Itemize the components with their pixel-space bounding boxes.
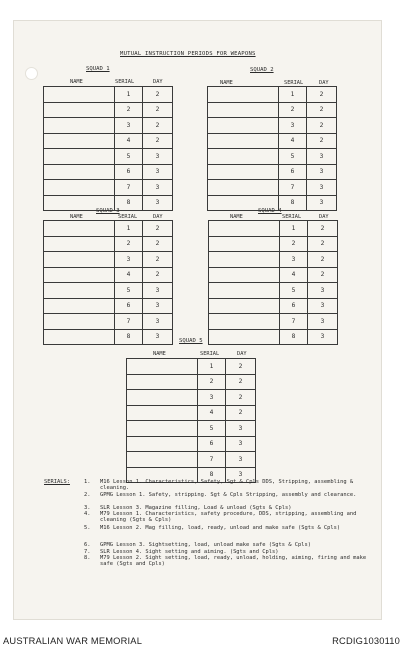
serial-cell: 5 (115, 149, 143, 165)
day-cell: 3 (226, 452, 256, 468)
serial-cell: 2 (115, 236, 143, 252)
col-header-serial: SERIAL (200, 351, 220, 357)
day-cell: 2 (143, 87, 173, 103)
serial-cell: 5 (198, 421, 226, 437)
col-header-name: NAME (220, 80, 233, 86)
serial-cell: 7 (198, 452, 226, 468)
name-cell (127, 405, 198, 421)
table-row (44, 180, 173, 196)
name-cell (44, 298, 115, 314)
name-cell (44, 102, 115, 118)
serial-cell: 1 (279, 87, 307, 103)
serial-cell: 4 (115, 133, 143, 149)
day-cell: 2 (226, 359, 256, 375)
serial-cell: 1 (115, 221, 143, 237)
table-row (127, 452, 256, 468)
serial-number: 2. (84, 492, 91, 498)
day-cell: 3 (143, 180, 173, 196)
day-cell: 2 (226, 374, 256, 390)
serial-description: GPMG Lesson 1. Safety, stripping. Sgt & Cpls Stripping, assembly and clearance. (100, 492, 357, 498)
serial-description: GPMG Lesson 3. Sightsetting, load, unload make safe (Sgts & Cpls) (100, 542, 311, 548)
squad-title: SQUAD 5 (179, 338, 203, 344)
serial-cell: 7 (280, 314, 308, 330)
name-cell (209, 267, 280, 283)
name-cell (127, 452, 198, 468)
name-cell (44, 314, 115, 330)
name-cell (44, 87, 115, 103)
table-row (44, 118, 173, 134)
serial-cell: 2 (280, 236, 308, 252)
serial-cell: 6 (115, 164, 143, 180)
day-cell: 3 (226, 436, 256, 452)
name-cell (44, 221, 115, 237)
col-header-serial: SERIAL (284, 80, 304, 86)
col-header-name: NAME (230, 214, 243, 220)
col-header-name: NAME (70, 79, 83, 85)
table-row (44, 102, 173, 118)
day-cell: 3 (226, 467, 256, 483)
document-title: MUTUAL INSTRUCTION PERIODS FOR WEAPONS (120, 51, 256, 57)
col-header-day: DAY (319, 80, 329, 86)
name-cell (127, 374, 198, 390)
table-row (127, 436, 256, 452)
table-row (44, 236, 173, 252)
table-row (209, 314, 338, 330)
day-cell: 3 (307, 180, 337, 196)
table-row (208, 149, 337, 165)
serial-cell: 5 (280, 283, 308, 299)
day-cell: 2 (307, 102, 337, 118)
table-row (209, 329, 338, 345)
name-cell (44, 133, 115, 149)
serial-number: 8. (84, 555, 91, 561)
squad-title: SQUAD 3 (96, 208, 120, 214)
col-header-day: DAY (237, 351, 247, 357)
table-row (208, 102, 337, 118)
serial-cell: 6 (198, 436, 226, 452)
day-cell: 3 (308, 329, 338, 345)
day-cell: 2 (143, 133, 173, 149)
day-cell: 2 (307, 87, 337, 103)
day-cell: 2 (143, 102, 173, 118)
serial-description: M79 Lesson 1. Characteristics, safety procedure, DDS, stripping, assembling and cleaning (Sgts & Cpls) (100, 511, 357, 524)
serial-cell: 4 (279, 133, 307, 149)
serial-cell: 3 (115, 118, 143, 134)
serial-number: 4. (84, 511, 91, 517)
serial-number: 1. (84, 479, 91, 485)
table-row (208, 164, 337, 180)
day-cell: 3 (143, 164, 173, 180)
table-row (127, 421, 256, 437)
day-cell: 2 (143, 118, 173, 134)
col-header-day: DAY (319, 214, 329, 220)
squad-table (208, 220, 338, 345)
name-cell (127, 390, 198, 406)
name-cell (208, 180, 279, 196)
day-cell: 3 (143, 283, 173, 299)
day-cell: 2 (308, 236, 338, 252)
serial-cell: 8 (115, 329, 143, 345)
day-cell: 2 (143, 236, 173, 252)
serial-cell: 8 (198, 467, 226, 483)
day-cell: 3 (143, 314, 173, 330)
table-row (127, 390, 256, 406)
serial-cell: 8 (279, 195, 307, 211)
squad-title: SQUAD 2 (250, 67, 274, 73)
table-row (44, 283, 173, 299)
serial-cell: 4 (198, 405, 226, 421)
name-cell (208, 118, 279, 134)
table-row (44, 252, 173, 268)
day-cell: 2 (143, 252, 173, 268)
name-cell (208, 149, 279, 165)
table-row (44, 267, 173, 283)
name-cell (208, 164, 279, 180)
serial-description: M16 Lesson 1. Characteristics, Safety, Sgt & Cpls DDS, Stripping, assembling & cleaning. (100, 479, 354, 492)
name-cell (209, 298, 280, 314)
day-cell: 2 (307, 118, 337, 134)
table-row (127, 374, 256, 390)
serial-number: 7. (84, 549, 91, 555)
serial-cell: 3 (198, 390, 226, 406)
squad-title: SQUAD 4 (258, 208, 282, 214)
table-row (44, 221, 173, 237)
serial-cell: 6 (280, 298, 308, 314)
footer-source: AUSTRALIAN WAR MEMORIAL (3, 636, 143, 646)
serial-cell: 3 (115, 252, 143, 268)
name-cell (44, 164, 115, 180)
table-row (208, 87, 337, 103)
table-row (44, 298, 173, 314)
squad-table (207, 86, 337, 211)
name-cell (44, 180, 115, 196)
serial-number: 5. (84, 525, 91, 531)
table-row (44, 164, 173, 180)
serial-cell: 6 (115, 298, 143, 314)
name-cell (44, 329, 115, 345)
serials-label: SERIALS: (44, 479, 70, 485)
serial-cell: 2 (198, 374, 226, 390)
squad-title: SQUAD 1 (86, 66, 110, 72)
day-cell: 2 (143, 221, 173, 237)
name-cell (208, 133, 279, 149)
serial-cell: 5 (279, 149, 307, 165)
day-cell: 2 (308, 267, 338, 283)
table-row (44, 87, 173, 103)
serial-cell: 7 (115, 180, 143, 196)
day-cell: 3 (307, 149, 337, 165)
serial-cell: 8 (115, 195, 143, 211)
col-header-name: NAME (70, 214, 83, 220)
name-cell (209, 252, 280, 268)
col-header-serial: SERIAL (118, 214, 138, 220)
name-cell (209, 236, 280, 252)
day-cell: 3 (143, 195, 173, 211)
table-row (208, 133, 337, 149)
name-cell (208, 102, 279, 118)
serial-cell: 1 (280, 221, 308, 237)
serial-cell: 8 (280, 329, 308, 345)
serial-number: 6. (84, 542, 91, 548)
serial-cell: 7 (115, 314, 143, 330)
col-header-serial: SERIAL (282, 214, 302, 220)
table-row (208, 180, 337, 196)
name-cell (44, 252, 115, 268)
day-cell: 3 (307, 164, 337, 180)
name-cell (44, 236, 115, 252)
name-cell (209, 314, 280, 330)
table-row (209, 252, 338, 268)
col-header-serial: SERIAL (115, 79, 135, 85)
serial-cell: 1 (115, 87, 143, 103)
serial-number: 3. (84, 505, 91, 511)
name-cell (127, 359, 198, 375)
serial-description: SLR Lesson 3. Magazine filling, Load & unload (Sgts & Cpls) (100, 505, 292, 511)
serial-cell: 5 (115, 283, 143, 299)
table-row (209, 236, 338, 252)
serial-cell: 7 (279, 180, 307, 196)
serial-description: SLR Lesson 4. Sight setting and aiming. (Sgts and Cpls) (100, 549, 279, 555)
day-cell: 2 (307, 133, 337, 149)
serial-cell: 1 (198, 359, 226, 375)
serial-cell: 2 (279, 102, 307, 118)
name-cell (44, 149, 115, 165)
name-cell (209, 221, 280, 237)
col-header-name: NAME (153, 351, 166, 357)
table-row (209, 298, 338, 314)
name-cell (208, 87, 279, 103)
name-cell (209, 283, 280, 299)
name-cell (127, 421, 198, 437)
day-cell: 3 (308, 298, 338, 314)
table-row (127, 405, 256, 421)
day-cell: 2 (308, 252, 338, 268)
name-cell (44, 118, 115, 134)
punch-hole (25, 67, 38, 80)
table-row (208, 118, 337, 134)
name-cell (44, 283, 115, 299)
table-row (44, 149, 173, 165)
day-cell: 3 (143, 298, 173, 314)
serial-description: M16 Lesson 2. Mag filling, load, ready, unload and make safe (Sgts & Cpls) (100, 525, 341, 531)
serial-cell: 3 (280, 252, 308, 268)
serial-description: M79 Lesson 2. Sight setting, load, ready, unload, holding, aiming, firing and make safe (Sgts and Cpls) (100, 555, 367, 568)
col-header-day: DAY (153, 79, 163, 85)
name-cell (127, 436, 198, 452)
table-row (44, 329, 173, 345)
squad-table (126, 358, 256, 483)
serial-cell: 4 (280, 267, 308, 283)
col-header-day: DAY (153, 214, 163, 220)
table-row (127, 359, 256, 375)
squad-table (43, 220, 173, 345)
table-row (209, 267, 338, 283)
table-row (209, 283, 338, 299)
day-cell: 3 (226, 421, 256, 437)
footer-reference: RCDIG1030110 (332, 636, 400, 646)
squad-table (43, 86, 173, 211)
day-cell: 2 (226, 405, 256, 421)
day-cell: 3 (307, 195, 337, 211)
serial-cell: 2 (115, 102, 143, 118)
day-cell: 3 (143, 329, 173, 345)
day-cell: 2 (226, 390, 256, 406)
name-cell (44, 267, 115, 283)
day-cell: 2 (308, 221, 338, 237)
table-row (44, 133, 173, 149)
table-row (44, 314, 173, 330)
serial-cell: 4 (115, 267, 143, 283)
day-cell: 2 (143, 267, 173, 283)
day-cell: 3 (143, 149, 173, 165)
day-cell: 3 (308, 314, 338, 330)
table-row (209, 221, 338, 237)
serial-cell: 3 (279, 118, 307, 134)
day-cell: 3 (308, 283, 338, 299)
serial-cell: 6 (279, 164, 307, 180)
name-cell (209, 329, 280, 345)
